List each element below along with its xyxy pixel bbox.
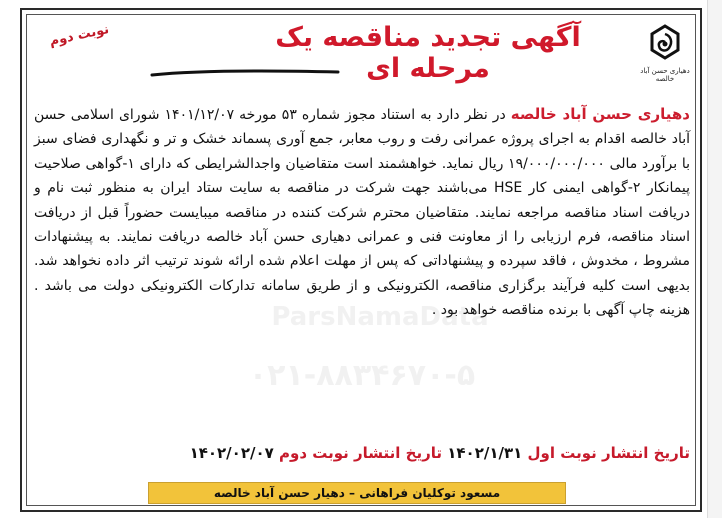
notice-body: [34, 102, 690, 323]
second-publication-date: ۱۴۰۲/۰۲/۰۷: [189, 444, 274, 462]
signature-bar: مسعود توکلیان فراهانی – دهیار حسن آباد خالصه: [148, 482, 566, 504]
notice-body-text: در نظر دارد به استناد مجوز شماره ۵۳ مورخه ۱۴۰۱/۱۲/۰۷ شورای اسلامی حسن آباد خالصه اقدام به اجرای پروژه عمرانی رفت و روب معابر، جمع آوری پسماند خشک و تر و نگهداری فضای سبز با برآورد مالی ۱۹/۰۰۰/۰۰۰/۰۰۰ ریال نماید. خواهشمند است متقاضیان واجدالشرایطی که دارای ۱-گواهی صلاحیت پیمانکار ۲-گواهی ایمنی کار HSE می‌باشند جهت شرکت در مناقصه به سایت ستاد ایران به منظور ثبت نام و دریافت اسناد مناقصه مراجعه نمایند. متقاضیان محترم شرکت کننده در مناقصه میبایست حضوراً قبل از دریافت اسناد مناقصه، فرم ارزیابی را از معاونت فنی و عمرانی دهیاری حسن آباد خالصه دریافت نمایند. به پیشنهادات مشروط ، مخدوش ، فاقد سپرده و پیشنهاداتی که پس از مهلت اعلام شده ارائه شوند ترتیب اثر داده نخواهد شد. بدیهی است کلیه فرآیند برگزاری مناقصه، الکترونیکی و از طریق سامانه تدارکات الکترونیکی دولت می باشد . هزینه چاپ آگهی با برنده مناقصه خواهد بود .: [34, 107, 690, 319]
notice-title: آگهی تجدید مناقصه یک مرحله ای: [275, 22, 581, 84]
issuer-name: دهیاری حسن آباد خالصه: [510, 105, 690, 123]
first-publication-date: ۱۴۰۲/۱/۳۱: [447, 444, 523, 462]
publication-round-badge: نوبت دوم: [48, 22, 111, 50]
title-brush-stroke: [150, 68, 340, 78]
village-emblem-icon: [645, 22, 685, 62]
publication-dates: [34, 444, 690, 462]
first-publication-label: تاریخ انتشار نوبت اول: [527, 444, 690, 462]
page-margin-strip: [707, 0, 722, 518]
second-publication-label: تاریخ انتشار نوبت دوم: [279, 444, 443, 462]
village-logo: [634, 22, 696, 83]
logo-caption: دهیاری حسن آباد خالصه: [640, 67, 690, 83]
